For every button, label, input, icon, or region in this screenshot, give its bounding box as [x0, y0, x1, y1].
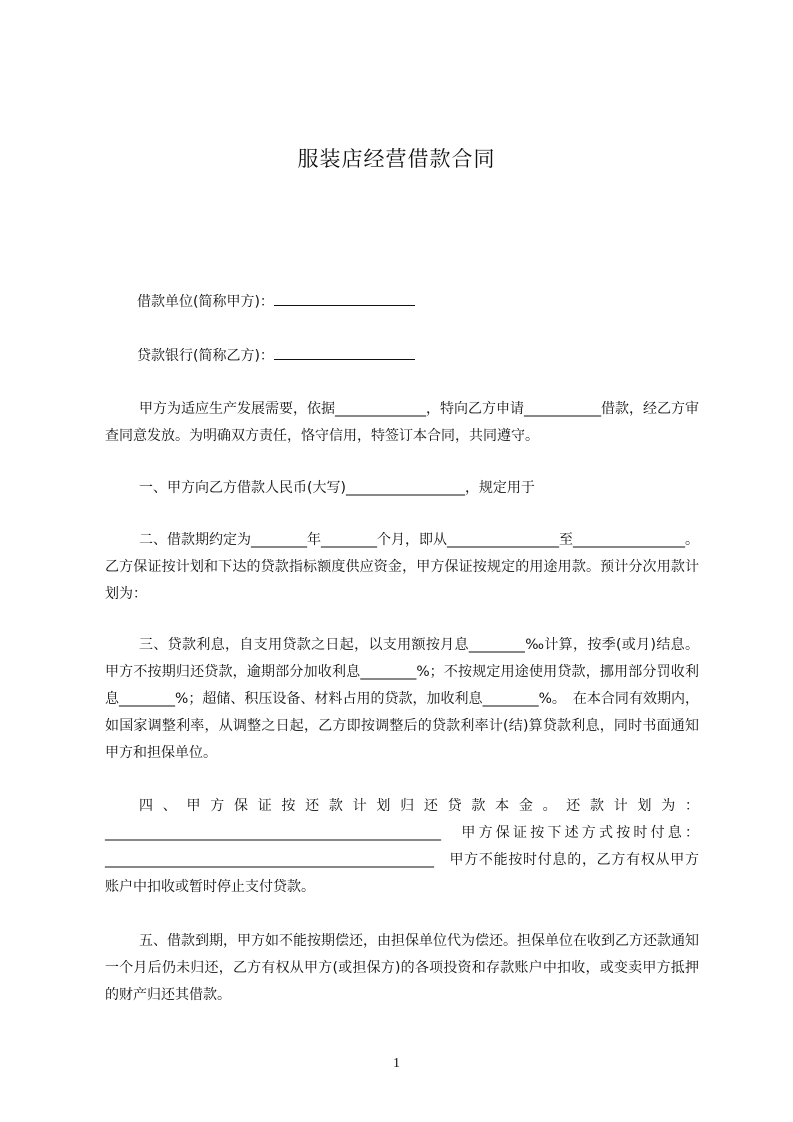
preamble-text-1: 甲方为适应生产发展需要，依据 — [139, 401, 335, 417]
party-b-blank[interactable] — [274, 347, 415, 360]
clause-2-text-3: 个月，即从 — [377, 532, 447, 548]
clause-3-surcharge-rate-blank[interactable]: ________ — [482, 691, 539, 707]
preamble-text-2: ，特向乙方申请 — [426, 401, 524, 417]
clause-3-paragraph — [105, 632, 699, 767]
clause-3-text-2: ‰计算，按季(或月)结息。甲方不按期归还贷款，逾期部分加收利息 — [105, 637, 700, 680]
clause-1-text-2: ，规定用于 — [464, 480, 535, 496]
clause-2-text-5: 。乙方保证按计划和下达的贷款指标额度供应资金，甲方保证按规定的用途用款。预计分次用款计划为： — [105, 532, 699, 602]
clause-2-from-blank[interactable]: ________________ — [447, 532, 559, 548]
clause-4-text-3: 甲方不能按时付息的，乙方有权从甲方账户中扣收或暂时停止支付贷款。 — [105, 852, 699, 895]
clause-3-penalty-rate-blank[interactable]: ________ — [119, 691, 176, 707]
clause-1-amount-blank[interactable]: _________________ — [345, 480, 465, 496]
clause-3-text-3: %；不按规定用途使用贷款，挪用部分罚收利息 — [105, 664, 699, 707]
clause-1-text-1: 一、甲方向乙方借款人民币(大写) — [139, 480, 346, 496]
clause-2-year-blank[interactable]: ________ — [251, 532, 307, 548]
clause-2-text-4: 至 — [559, 532, 573, 548]
party-a-field — [137, 291, 415, 311]
clause-4-interest-method-blank[interactable]: _______________________________________________ — [105, 852, 434, 868]
preamble-basis-blank[interactable]: _____________ — [335, 401, 426, 417]
clause-2-text-1: 二、借款期约定为 — [139, 532, 251, 548]
preamble-text-3: 借款，经乙方审查同意发放。为明确双方责任，恪守信用，特签订本合同，共同遵守。 — [105, 401, 699, 444]
preamble-paragraph — [105, 396, 699, 450]
clause-2-text-2: 年 — [307, 532, 321, 548]
preamble-amount-blank[interactable]: ___________ — [524, 401, 601, 417]
party-a-label: 借款单位(简称甲方)： — [137, 294, 274, 310]
clause-1-paragraph — [105, 475, 699, 502]
clause-3-text-1: 三、贷款利息，自支用贷款之日起，以支用额按月息 — [139, 637, 469, 653]
clause-2-to-blank[interactable]: ________________ — [573, 532, 685, 548]
clause-3-text-5: %。 在本合同有效期内，如国家调整利率，从调整之日起，乙方即按调整后的贷款利率计(结)算贷款利息，同时书面通知甲方和担保单位。 — [105, 691, 699, 761]
clause-4-text-1: 四、甲方保证按还款计划归还贷款本金。还款计划为： — [139, 798, 699, 814]
page-number: 1 — [393, 1056, 400, 1071]
clause-4-text-2: 甲方保证按下述方式按时付息： — [441, 825, 699, 841]
party-b-field — [137, 345, 415, 365]
clause-2-month-blank[interactable]: ________ — [321, 532, 377, 548]
clause-3-text-4: %；超储、积压设备、材料占用的贷款，加收利息 — [175, 691, 483, 707]
clause-3-monthly-rate-blank[interactable]: ________ — [468, 637, 525, 653]
party-a-blank[interactable] — [274, 293, 415, 306]
clause-5-paragraph: 五、借款到期，甲方如不能按期偿还，由担保单位代为偿还。担保单位在收到乙方还款通知一个月后仍未归还，乙方有权从甲方(或担保方)的各项投资和存款账户中扣收，或变卖甲方抵押的财产归还其借款。 — [105, 933, 699, 1003]
clause-4-paragraph — [105, 793, 699, 901]
page-title: 服装店经营借款合同 — [297, 147, 496, 171]
party-b-label: 贷款银行(简称乙方)： — [137, 348, 274, 364]
clause-3-overdue-rate-blank[interactable]: ________ — [360, 664, 417, 680]
clause-4-repayment-plan-blank[interactable]: ________________________________________________ — [105, 825, 441, 841]
clause-2-paragraph — [105, 527, 699, 608]
